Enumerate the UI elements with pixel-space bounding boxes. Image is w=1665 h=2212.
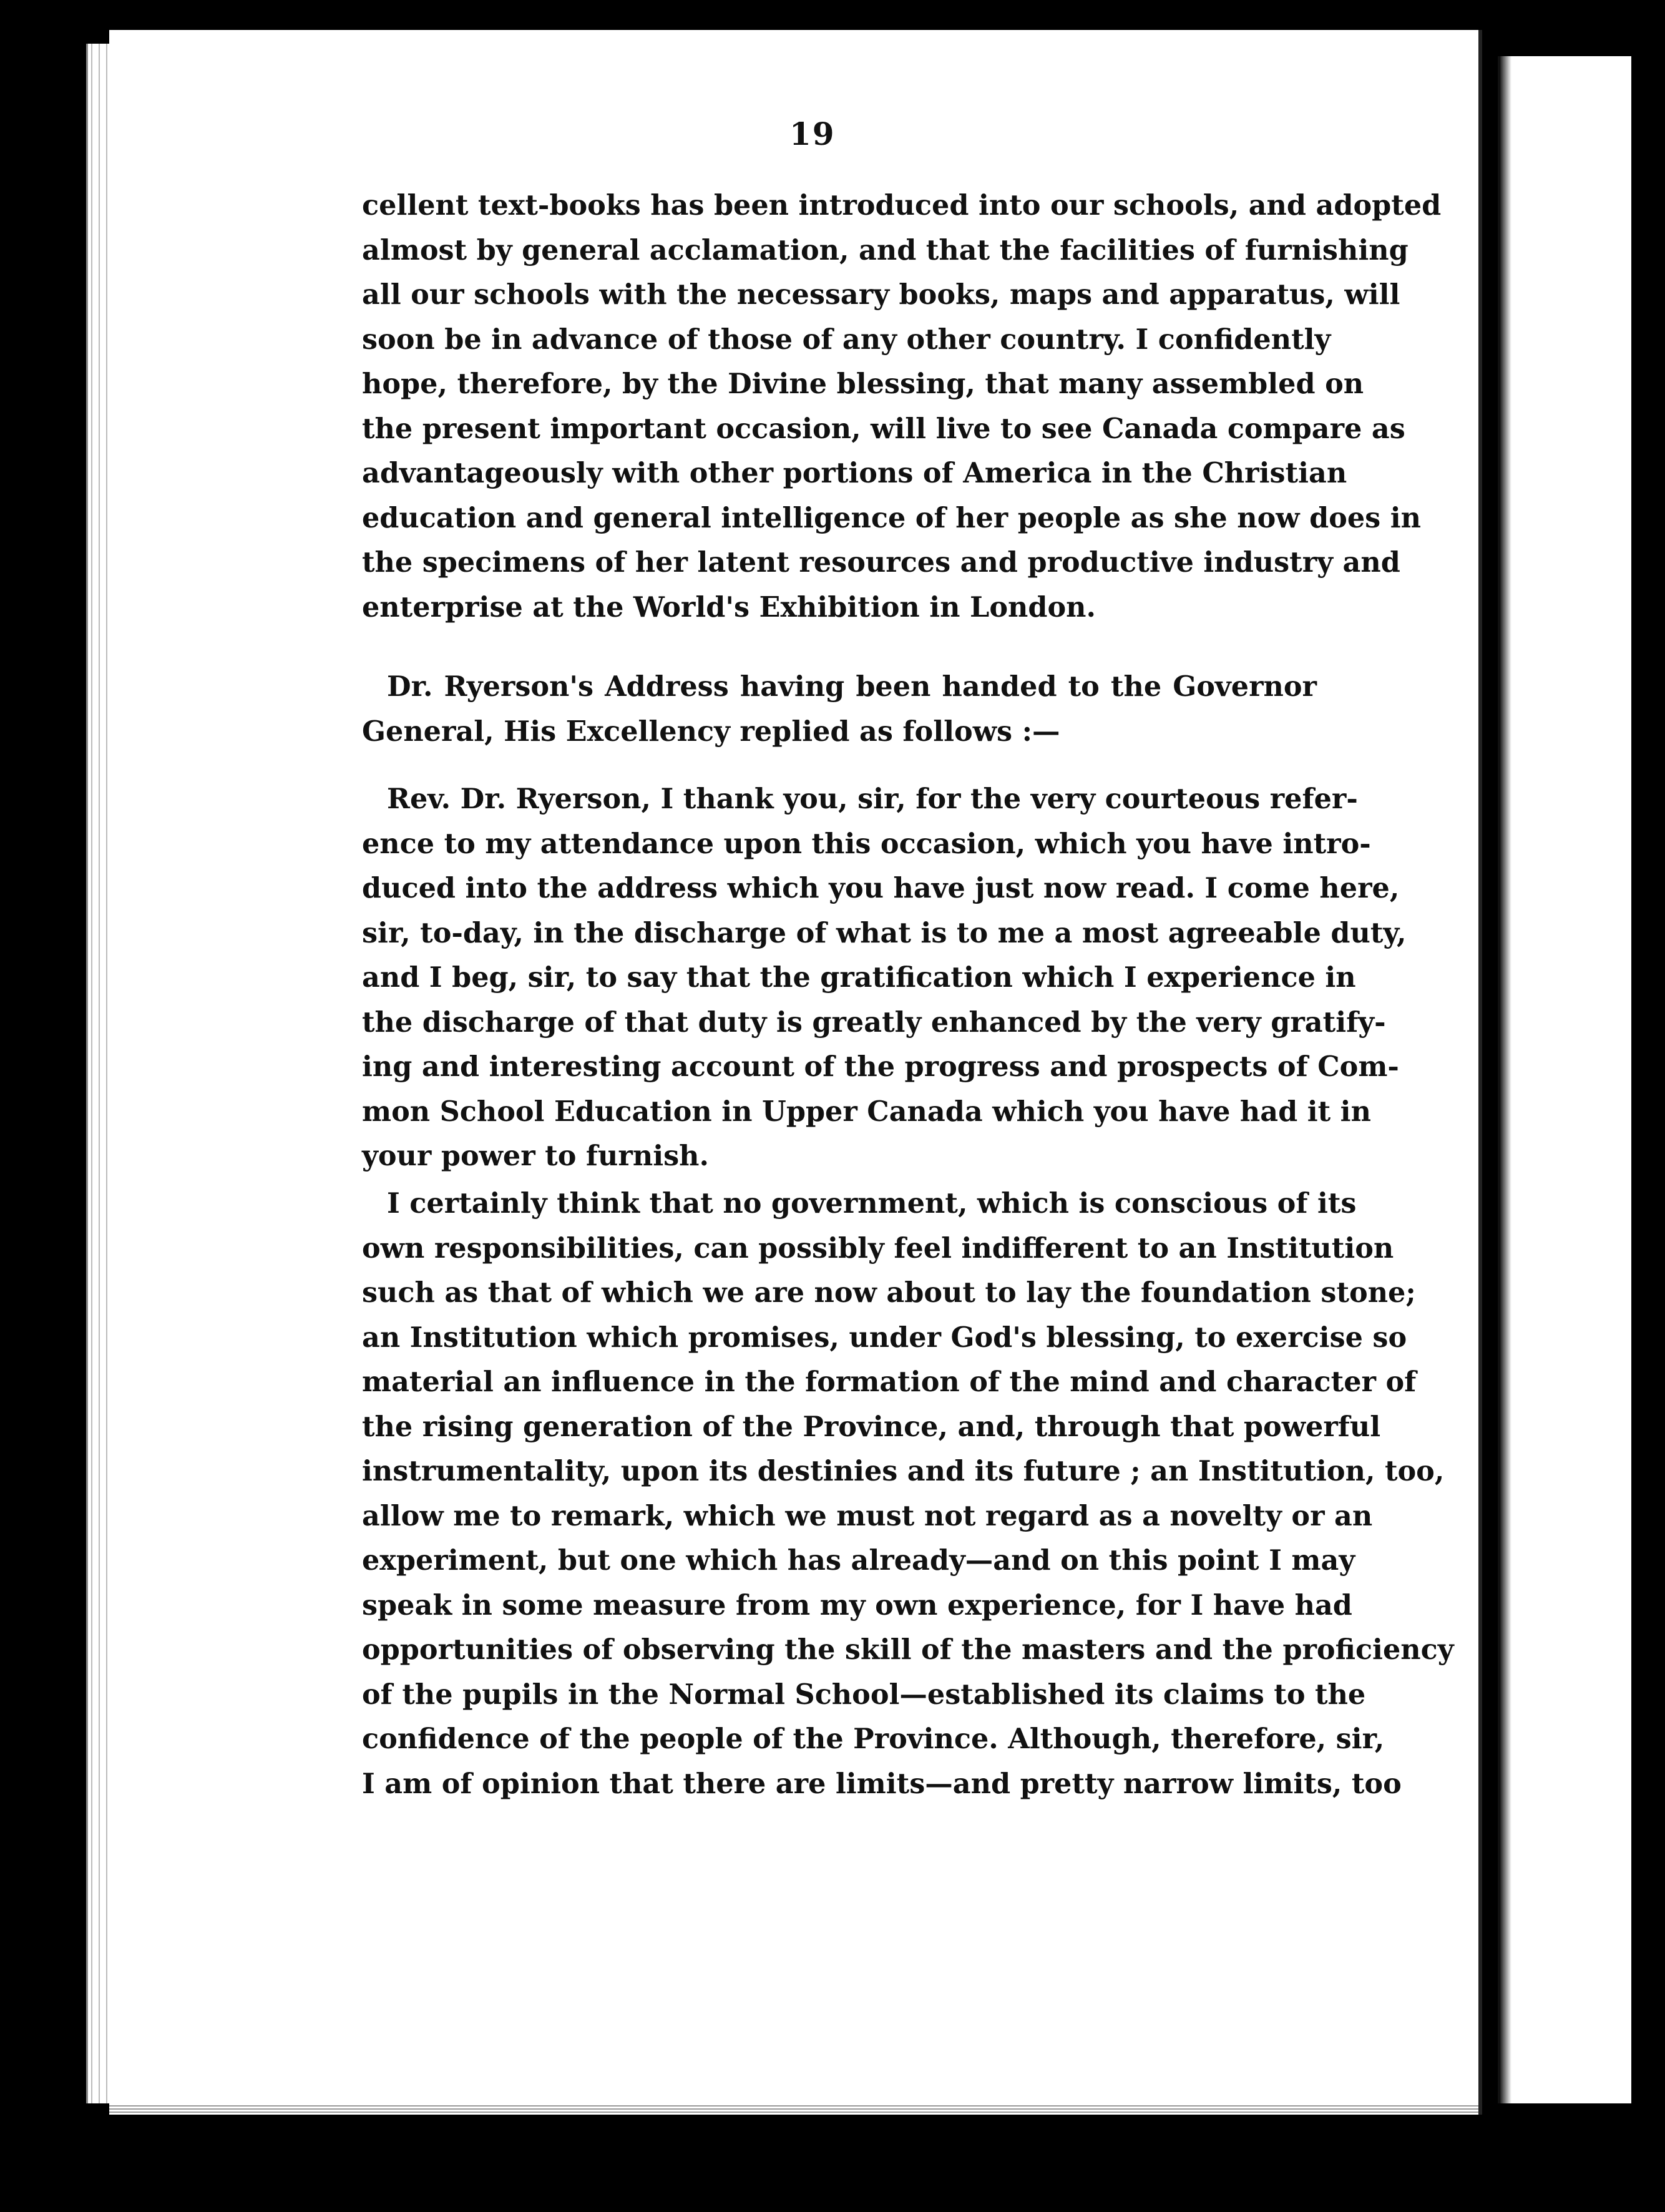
text-line: ing and interesting account of the progress and prospects of Com- [362,1050,1399,1083]
paragraph-4 [362,1182,1454,1806]
text-line: all our schools with the necessary books, maps and apparatus, will [362,278,1400,311]
text-line: education and general intelligence of her people as she now does in [362,501,1421,534]
text-line: instrumentality, upon its destinies and its future ; an Institution, too, [362,1455,1445,1487]
text-line: speak in some measure from my own experience, for I have had [362,1588,1352,1622]
paragraph-2 [362,665,1317,754]
text-line: sir, to-day, in the discharge of what is to me a most agreeable duty, [362,916,1407,949]
text-line: advantageously with other portions of America in the Christian [362,457,1347,489]
text-line: such as that of which we are now about to lay the foundation stone; [362,1276,1416,1309]
text-line: the rising generation of the Province, and, through that powerful [362,1410,1381,1443]
text-line: the specimens of her latent resources and productive industry and [362,546,1400,579]
text-line: soon be in advance of those of any other country. I confidently [362,323,1331,356]
text-line: I am of opinion that there are limits—and pretty narrow limits, too [362,1767,1402,1800]
text-line: material an influence in the formation of the mind and character of [362,1366,1417,1398]
text-line: of the pupils in the Normal School—established its claims to the [362,1678,1366,1711]
text-line: the present important occasion, will live to see Canada compare as [362,412,1405,445]
text-line: General, His Excellency replied as follows :— [362,715,1060,748]
text-line: duced into the address which you have just now read. I come here, [362,872,1400,904]
text-line: Rev. Dr. Ryerson, I thank you, sir, for the very courteous refer- [387,783,1358,815]
text-line: an Institution which promises, under God's blessing, to exercise so [362,1321,1407,1354]
text-line: enterprise at the World's Exhibition in London. [362,590,1096,624]
text-line: experiment, but one which has already—and on this point I may [362,1544,1355,1577]
paragraph-1 [362,184,1442,630]
text-line: cellent text-books has been introduced into our schools, and adopted [362,189,1442,222]
text-line: confidence of the people of the Province. Although, therefore, sir, [362,1723,1385,1755]
text-line: hope, therefore, by the Divine blessing, that many assembled on [362,368,1364,400]
text-line: Dr. Ryerson's Address having been handed to the Governor [387,670,1317,703]
text-line: own responsibilities, can possibly feel indifferent to an Institution [362,1231,1394,1265]
text-line: I certainly think that no government, which is conscious of its [387,1187,1357,1220]
speck [19,1654,24,1659]
text-line: your power to furnish. [362,1140,710,1172]
text-line: almost by general acclamation, and that the facilities of furnishing [362,233,1409,267]
text-line: opportunities of observing the skill of the masters and the proficiency [362,1633,1454,1666]
text-line: and I beg, sir, to say that the gratification which I experience in [362,961,1356,994]
page-number: 19 [789,115,836,152]
speck [1641,1255,1646,1260]
paragraph-3 [362,777,1407,1179]
facing-page-edge [1498,56,1631,2103]
text-line: mon School Education in Upper Canada which you have had it in [362,1095,1371,1128]
text-line: ence to my attendance upon this occasion, which you have intro- [362,827,1371,860]
text-line: allow me to remark, which we must not regard as a novelty or an [362,1499,1373,1532]
text-line: the discharge of that duty is greatly enhanced by the very gratify- [362,1006,1386,1039]
